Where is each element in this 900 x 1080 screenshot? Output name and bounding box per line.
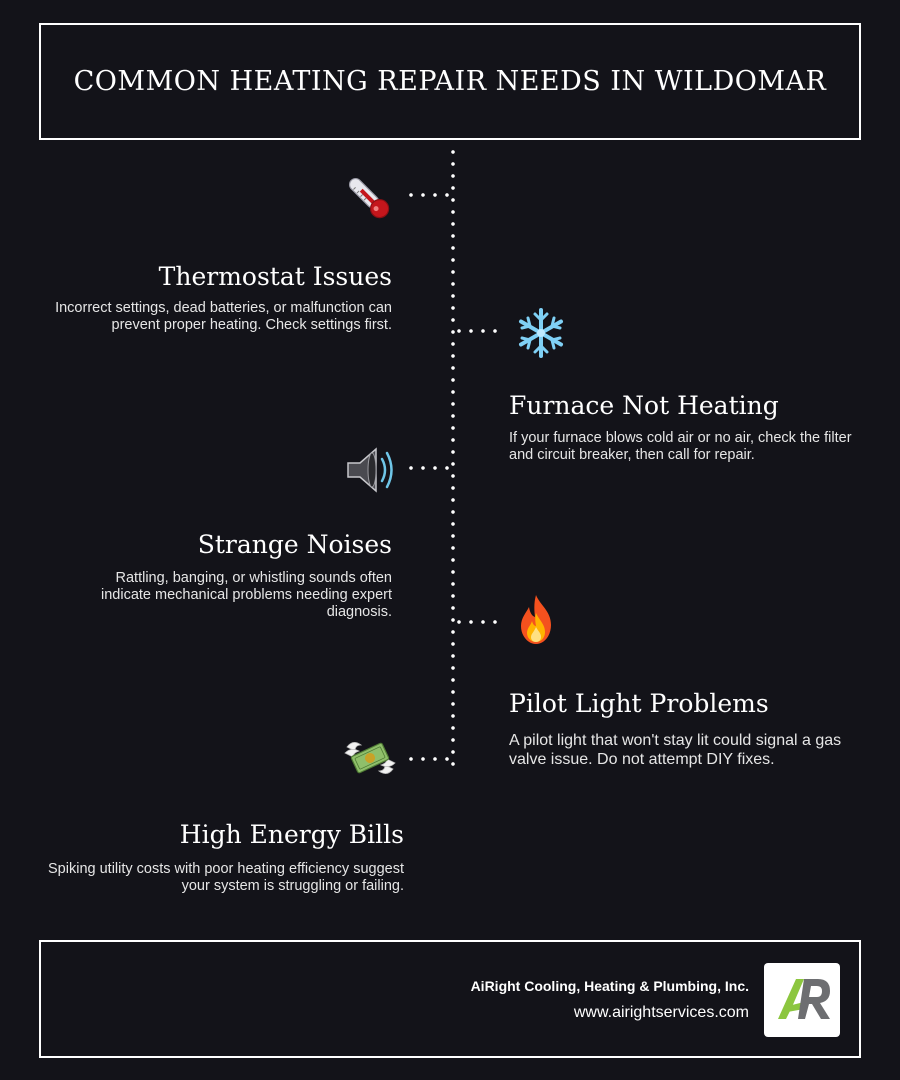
company-name: AiRight Cooling, Heating & Plumbing, Inc. (470, 978, 749, 994)
item-title-noises: Strange Noises (197, 530, 392, 559)
title-banner (39, 23, 861, 140)
connector-pilot (453, 620, 501, 624)
timeline-dotted-line (451, 146, 455, 768)
item-desc-pilot: A pilot light that won't stay lit could signal a gas valve issue. Do not attempt DIY fixes. (509, 732, 842, 768)
speaker-icon (342, 443, 396, 497)
snowflake-icon (514, 306, 568, 360)
fire-icon (509, 593, 563, 647)
website-link[interactable]: www.airightservices.com (573, 1004, 749, 1021)
connector-thermostat (405, 193, 453, 197)
item-desc-energy: Spiking utility costs with poor heating efficiency suggest your system is struggling or failing. (48, 861, 404, 894)
item-desc-noises: Rattling, banging, or whistling sounds often indicate mechanical problems needing expert diagnosis. (101, 570, 392, 620)
connector-noises (405, 466, 453, 470)
thermometer-icon (342, 171, 396, 225)
connector-energy (405, 757, 453, 761)
item-title-furnace: Furnace Not Heating (509, 391, 779, 420)
footer-banner (39, 940, 861, 1058)
item-desc-thermostat: Incorrect settings, dead batteries, or malfunction can prevent proper heating. Check settings first. (55, 300, 392, 333)
item-desc-furnace: If your furnace blows cold air or no air, check the filter and circuit breaker, then call for repair. (509, 430, 852, 463)
item-title-energy: High Energy Bills (179, 820, 404, 849)
item-title-thermostat: Thermostat Issues (158, 262, 392, 291)
item-title-pilot: Pilot Light Problems (509, 689, 769, 718)
money-with-wings-icon (343, 731, 397, 785)
connector-furnace (453, 329, 501, 333)
page-title: COMMON HEATING REPAIR NEEDS IN WILDOMAR (73, 66, 827, 97)
company-logo (764, 963, 840, 1037)
